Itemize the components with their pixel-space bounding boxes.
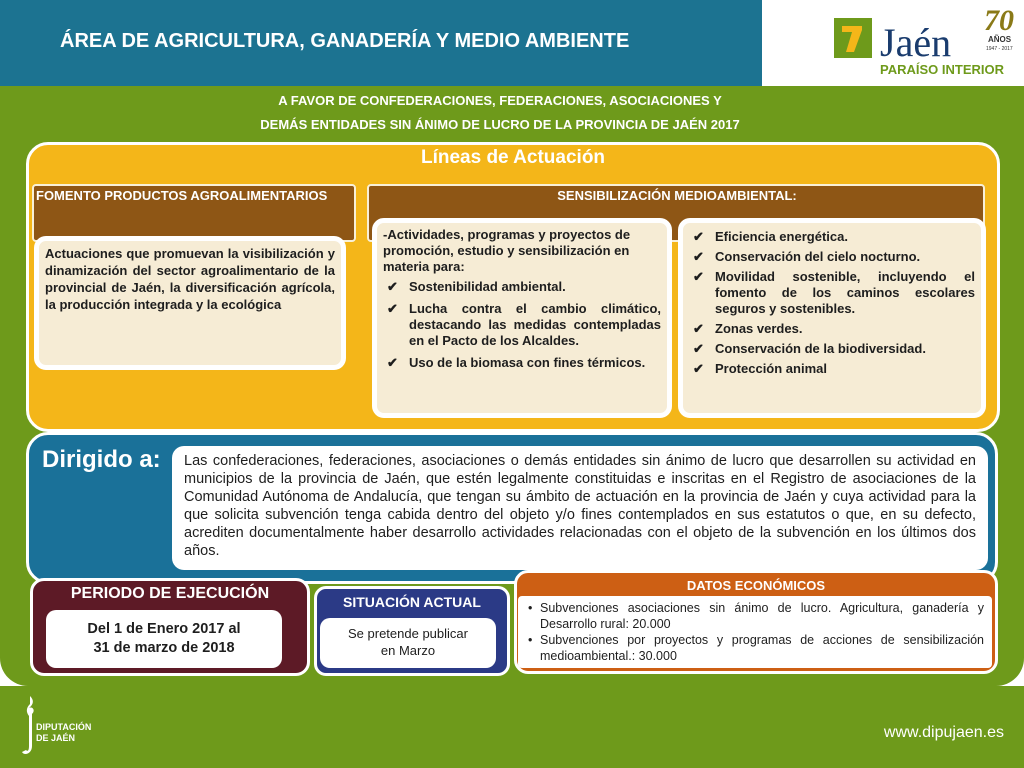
page-title: ÁREA DE AGRICULTURA, GANADERÍA Y MEDIO AMBIENTE: [60, 30, 630, 52]
jaen-logo: [762, 0, 1024, 86]
periodo-line1: Del 1 de Enero 2017 al: [87, 621, 241, 637]
datos-list: [526, 600, 984, 664]
checkmark-icon: ✔: [387, 301, 398, 316]
situacion-title: SITUACIÓN ACTUAL: [343, 594, 481, 610]
logo-word: Jaén: [880, 20, 952, 65]
list-item: ✔ Zonas verdes.: [693, 321, 803, 336]
sensibilizacion-card-right: [678, 218, 986, 418]
list-item: ✔ Conservación de la biodiversidad.: [693, 341, 926, 356]
footer: [0, 686, 1024, 768]
datos-box: [518, 596, 992, 668]
situacion-box: [320, 618, 496, 668]
dirigido-label: Dirigido a:: [42, 446, 161, 473]
fomento-text: Actuaciones que promuevan la visibilización y dinamización del sector agroalimentario de la provincial de Jaén, la diversificación agrícola, la producción integrada y la ecológica: [45, 246, 335, 312]
logo-tagline: PARAÍSO INTERIOR: [880, 62, 1004, 77]
checkmark-icon: ✔: [387, 279, 398, 294]
lineas-title: Líneas de Actuación: [420, 147, 606, 168]
dirigido-text: Las confederaciones, federaciones, asociaciones o demás entidades sin ánimo de lucro que desarrollen su actividad en municipios de la provincia de Jaén, que estén legalmente constituidas e inscritas en el Registro de asociaciones de la Comunidad Autónoma de Andalucía, que tengan su ámbito de actuación en la provincia de Jaén y cuya actividad para la que solicita subvención tenga cabida dentro del objeto y/o fines contemplados en sus estatutos o que, en su defecto, acrediten documentalmente haber desarrollo actividades relacionadas con el objeto de la subvención en los últimos dos años.: [184, 453, 976, 559]
jaen-paraiso-interior-logo: [762, 0, 1024, 86]
list-item: • Subvenciones por proyectos y programas de acciones de sensibilización medioambiental.: 30.000: [528, 633, 984, 663]
checkmark-icon: ✔: [693, 229, 704, 244]
bullet-icon: •: [528, 601, 533, 615]
situacion-line1: Se pretende publicar: [348, 626, 468, 641]
periodo-box: [46, 610, 282, 668]
checkmark-icon: ✔: [693, 341, 704, 356]
subheading-line2: DEMÁS ENTIDADES SIN ÁNIMO DE LUCRO DE LA PROVINCIA DE JAÉN 2017: [260, 117, 740, 132]
anniversary-years: 1947 - 2017: [986, 46, 1013, 52]
fomento-card: [34, 236, 346, 370]
sensibilizacion-list-right: [689, 229, 975, 377]
bullet-icon: •: [528, 633, 533, 647]
situacion-line2: en Marzo: [380, 643, 436, 658]
list-item: ✔ Eficiencia energética.: [693, 229, 848, 244]
sensibilizacion-heading: SENSIBILIZACIÓN MEDIOAMBIENTAL:: [557, 188, 797, 203]
checkmark-icon: ✔: [693, 269, 704, 284]
periodo-line2: 31 de marzo de 2018: [93, 640, 235, 656]
sensibilizacion-intro: -Actividades, programas y proyectos de promoción, estudio y sensibilización en materia para:: [383, 227, 631, 274]
dirigido-text-box: [172, 446, 988, 570]
sensibilizacion-list-left: [383, 279, 661, 371]
anniversary-word: AÑOS: [988, 35, 1012, 44]
diputacion-name: DIPUTACIÓN DE JAÉN: [36, 722, 92, 743]
checkmark-icon: ✔: [693, 361, 704, 376]
sensibilizacion-card-left: [372, 218, 672, 418]
list-item: ✔ Protección animal: [693, 361, 827, 376]
list-item: ✔ Uso de la biomasa con fines térmicos.: [387, 355, 646, 370]
list-item: ✔ Movilidad sostenible, incluyendo el fomento de los caminos escolares seguros y sostenibles.: [693, 269, 975, 316]
checkmark-icon: ✔: [387, 355, 398, 370]
website-link[interactable]: www.dipujaen.es: [883, 724, 1004, 741]
subheading-line1: A FAVOR DE CONFEDERACIONES, FEDERACIONES, ASOCIACIONES Y: [278, 93, 722, 108]
datos-title: DATOS ECONÓMICOS: [686, 578, 826, 593]
list-item: • Subvenciones asociaciones sin ánimo de lucro. Agricultura, ganadería y Desarrollo rural: 20.000: [528, 601, 984, 631]
list-item: ✔ Lucha contra el cambio climático, destacando las medidas contempladas en el Pacto de los Alcaldes.: [387, 301, 661, 348]
checkmark-icon: ✔: [693, 249, 704, 264]
fomento-heading: FOMENTO PRODUCTOS AGROALIMENTARIOS: [36, 188, 328, 203]
checkmark-icon: ✔: [693, 321, 704, 336]
anniversary-number: 70: [984, 4, 1014, 37]
list-item: ✔ Sostenibilidad ambiental.: [387, 279, 566, 294]
periodo-title: PERIODO DE EJECUCIÓN: [70, 585, 270, 602]
list-item: ✔ Conservación del cielo nocturno.: [693, 249, 921, 264]
